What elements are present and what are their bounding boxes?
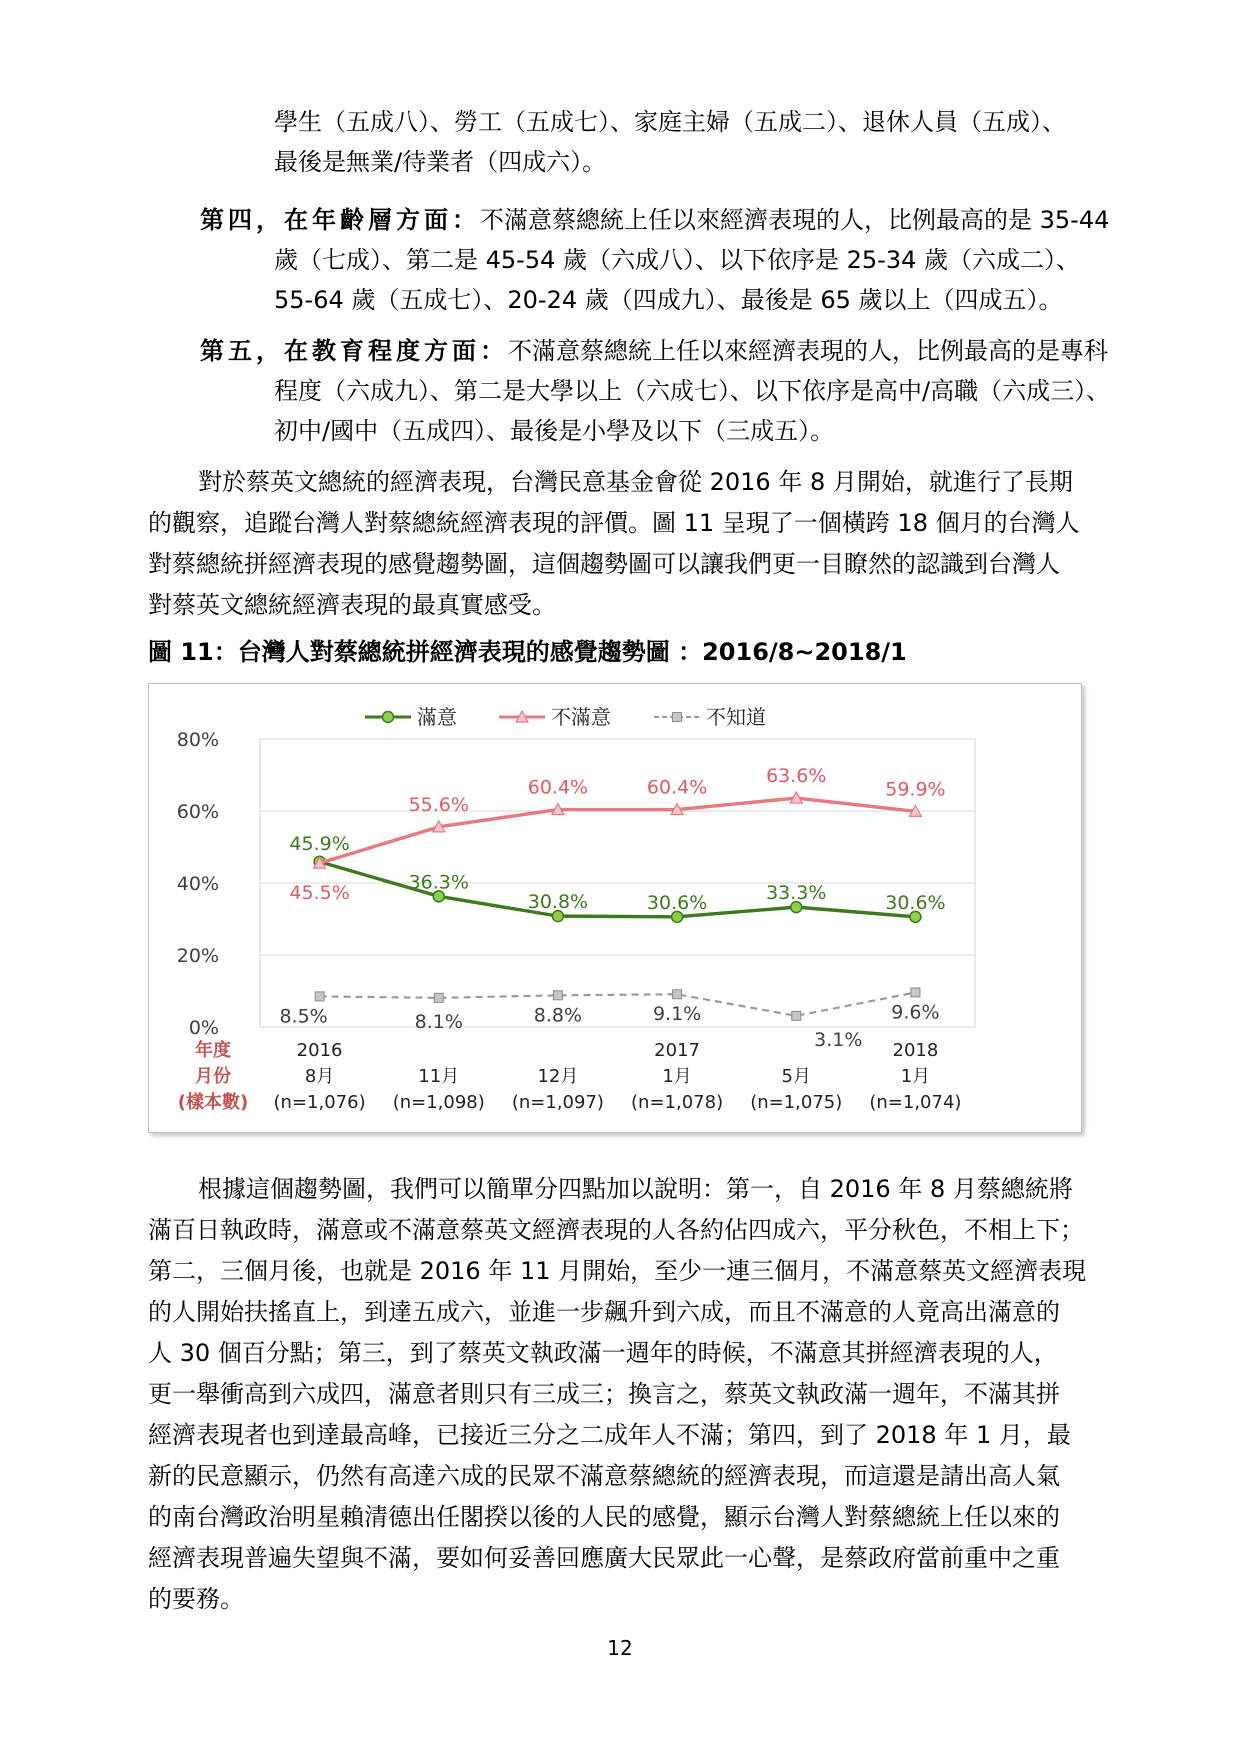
- chart-container: [148, 683, 1082, 1133]
- x-tick-sample: (n=1,075): [750, 1092, 843, 1113]
- y-tick-label: 20%: [176, 945, 219, 967]
- x-tick-year: 2016: [296, 1040, 343, 1061]
- list-item-heading: 第五，在教育程度方面：: [200, 336, 508, 365]
- data-label: 8.1%: [414, 1010, 463, 1033]
- text-line: 對蔡英文總統經濟表現的最真實感受。: [148, 591, 556, 619]
- data-label: 45.5%: [289, 882, 350, 905]
- text-line: 人 30 個百分點；第三，到了蔡英文執政滿一週年的時候，不滿意其拼經濟表現的人，: [148, 1339, 1058, 1367]
- text-line: 的南台灣政治明星賴清德出任閣揆以後的人民的感覺，顯示台灣人對蔡總統上任以來的: [148, 1503, 1060, 1531]
- y-tick-label: 80%: [176, 729, 219, 751]
- text-line: 學生（五成八）、勞工（五成七）、家庭主婦（五成二）、退休人員（五成）、: [274, 108, 1066, 136]
- legend-label: 滿意: [417, 705, 457, 729]
- text-line: 經濟表現普遍失望與不滿，要如何妥善回應廣大民眾此一心聲，是蔡政府當前重中之重: [148, 1544, 1060, 1572]
- y-tick-label: 40%: [176, 873, 219, 895]
- text-line: 程度（六成九）、第二是大學以上（六成七）、以下依序是高中/高職（六成三）、: [274, 377, 1111, 405]
- category-row-label: 年度: [195, 1040, 231, 1061]
- x-tick-month: 8月: [304, 1066, 335, 1087]
- text-line: 歲（七成）、第二是 45-54 歲（六成八）、以下依序是 25-34 歲（六成二）、: [274, 246, 1080, 274]
- data-label: 60.4%: [646, 776, 708, 799]
- text-line: 更一舉衝高到六成四，滿意者則只有三成三；換言之，蔡英文執政滿一週年，不滿其拼: [148, 1380, 1060, 1408]
- legend-marker: [673, 713, 682, 722]
- text-line: [200, 203, 1109, 237]
- category-row-label: 月份: [195, 1066, 231, 1087]
- y-tick-label: 0%: [188, 1017, 219, 1039]
- page-number: 12: [607, 1636, 633, 1660]
- category-row-label: (樣本數): [177, 1092, 249, 1113]
- text-line: 滿百日執政時，滿意或不滿意蔡英文經濟表現的人各約佔四成六，平分秋色，不相上下；: [148, 1216, 1084, 1244]
- x-tick-sample: (n=1,097): [511, 1092, 604, 1113]
- x-tick-year: 2018: [892, 1040, 939, 1061]
- data-point: [315, 992, 324, 1001]
- data-point: [553, 991, 562, 1000]
- text-line: 對蔡總統拼經濟表現的感覺趨勢圖，這個趨勢圖可以讓我們更一目瞭然的認識到台灣人: [148, 550, 1060, 578]
- figure-caption: 圖 11：台灣人對蔡總統拼經濟表現的感覺趨勢圖 ：2016/8~2018/1: [148, 638, 907, 666]
- data-label: 8.5%: [279, 1005, 328, 1028]
- data-point: [792, 1011, 801, 1020]
- text-line: 55-64 歲（五成七）、20-24 歲（四成九）、最後是 65 歲以上（四成五）。: [274, 286, 1063, 314]
- x-tick-sample: (n=1,074): [869, 1092, 962, 1113]
- data-label: 30.6%: [885, 891, 946, 914]
- data-label: 60.4%: [527, 776, 589, 799]
- x-tick-sample: (n=1,076): [273, 1092, 366, 1113]
- data-point: [434, 993, 443, 1002]
- text-line: 的人開始扶搖直上，到達五成六，並進一步飆升到六成，而且不滿意的人竟高出滿意的: [148, 1298, 1060, 1326]
- text-line: 對於蔡英文總統的經濟表現，台灣民意基金會從 2016 年 8 月開始，就進行了長期: [198, 468, 1073, 496]
- data-label: 9.6%: [891, 1001, 940, 1024]
- legend-marker: [383, 712, 394, 723]
- text-line: 的觀察，追蹤台灣人對蔡總統經濟表現的評價。圖 11 呈現了一個橫跨 18 個月的台灣人: [148, 509, 1080, 537]
- data-label: 3.1%: [814, 1028, 863, 1051]
- text-span: 不滿意蔡總統上任以來經濟表現的人，比例最高的是 35-44: [480, 206, 1110, 234]
- x-tick-month: 1月: [900, 1066, 931, 1087]
- x-tick-month: 11月: [418, 1066, 460, 1087]
- y-tick-label: 60%: [176, 801, 219, 823]
- text-line: 經濟表現者也到達最高峰，已接近三分之二成年人不滿；第四，到了 2018 年 1 月，最: [148, 1421, 1071, 1449]
- x-tick-sample: (n=1,078): [631, 1092, 724, 1113]
- data-label: 45.9%: [289, 832, 350, 855]
- text-line: 根據這個趨勢圖，我們可以簡單分四點加以說明：第一，自 2016 年 8 月蔡總統將: [198, 1175, 1073, 1203]
- data-label: 33.3%: [766, 882, 827, 905]
- data-label: 8.8%: [533, 1004, 583, 1027]
- text-line: 的要務。: [148, 1585, 244, 1613]
- data-label: 9.1%: [652, 1003, 702, 1026]
- data-label: 55.6%: [408, 793, 469, 816]
- data-point: [911, 988, 920, 997]
- data-label: 59.9%: [885, 778, 946, 801]
- x-tick-sample: (n=1,098): [392, 1092, 485, 1113]
- trend-chart: [149, 684, 1081, 1132]
- legend-label: 不知道: [706, 705, 766, 729]
- data-label: 36.3%: [408, 871, 469, 894]
- text-line: 初中/國中（五成四）、最後是小學及以下（三成五）。: [274, 417, 835, 445]
- data-label: 30.6%: [646, 891, 708, 914]
- text-line: 第二，三個月後，也就是 2016 年 11 月開始，至少一連三個月，不滿意蔡英文經濟表現: [148, 1257, 1087, 1285]
- x-tick-month: 12月: [537, 1066, 579, 1087]
- x-tick-month: 1月: [662, 1066, 692, 1087]
- data-label: 30.8%: [527, 891, 589, 914]
- text-line: 新的民意顯示，仍然有高達六成的民眾不滿意蔡總統的經濟表現，而這還是請出高人氣: [148, 1462, 1060, 1490]
- list-item-heading: 第四，在年齡層方面：: [200, 205, 480, 234]
- legend-label: 不滿意: [551, 705, 611, 729]
- text-line: 最後是無業/待業者（四成六）。: [274, 148, 607, 176]
- text-span: 不滿意蔡總統上任以來經濟表現的人，比例最高的是專科: [508, 337, 1108, 365]
- data-point: [673, 990, 682, 999]
- x-tick-month: 5月: [781, 1066, 811, 1087]
- x-tick-year: 2017: [654, 1040, 700, 1061]
- text-line: [200, 334, 1108, 368]
- data-label: 63.6%: [766, 765, 827, 788]
